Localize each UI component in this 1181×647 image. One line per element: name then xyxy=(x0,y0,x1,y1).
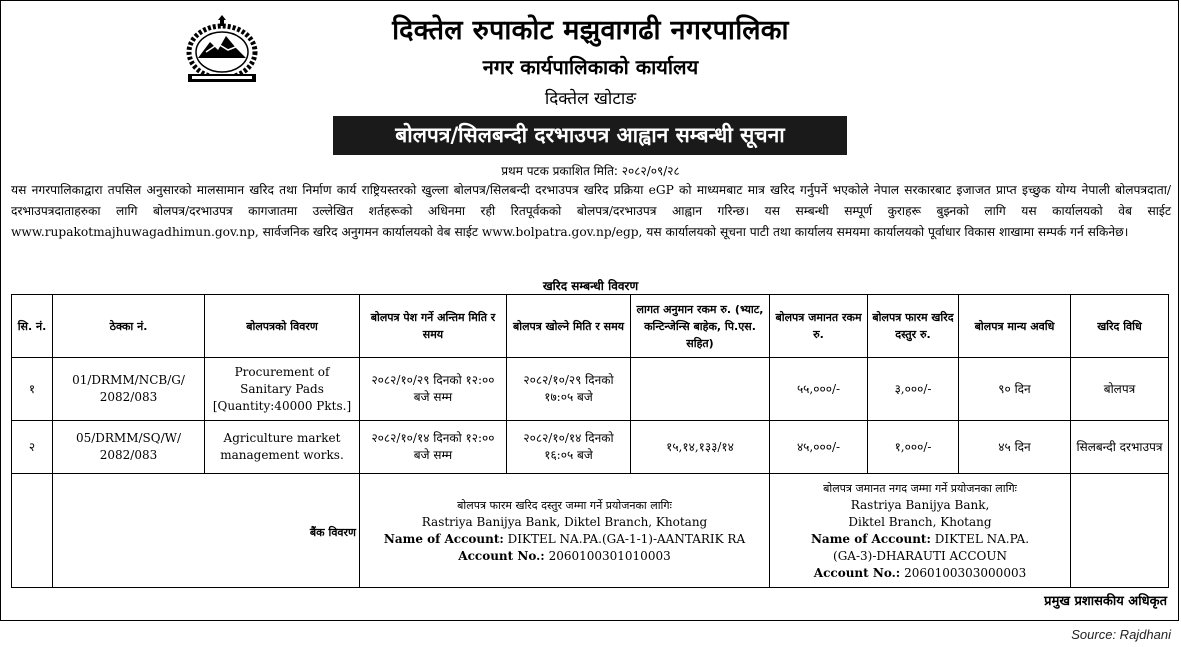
form-fee-account-no: Account No.: 2060100301010003 xyxy=(458,548,671,563)
bank-details-row xyxy=(12,474,1169,588)
cell-estimate: १५,१४,१३३/१४ xyxy=(631,421,770,474)
cell-contract-no: 01/DRMM/NCB/G/ 2082/083 xyxy=(53,358,205,421)
table-row xyxy=(12,421,1169,474)
cell-opening: २०८२/१०/१४ दिनको १६:०५ बजे xyxy=(507,421,631,474)
source-credit: Source: Rajdhani xyxy=(1071,627,1171,642)
cell-empty xyxy=(12,474,53,588)
cell-estimate xyxy=(631,358,770,421)
procurement-table xyxy=(11,294,1169,588)
cell-sn: २ xyxy=(12,421,53,474)
form-fee-bank-details xyxy=(360,474,770,588)
form-fee-bank-name: Rastriya Banijya Bank, Diktel Branch, Khotang xyxy=(421,514,708,529)
cell-bid-security: ४५,०००/- xyxy=(770,421,868,474)
col-header-description: बोलपत्रको विवरण xyxy=(205,295,360,358)
cell-description: Agriculture market management works. xyxy=(205,421,360,474)
cell-method: सिलबन्दी दरभाउपत्र xyxy=(1071,421,1169,474)
col-header-sn: सि. नं. xyxy=(12,295,53,358)
cell-sn: १ xyxy=(12,358,53,421)
cell-form-fee: १,०००/- xyxy=(868,421,959,474)
col-header-estimate: लागत अनुमान रकम रु. (भ्याट, कन्टिन्जेन्सि बाहेक, पि.एस. सहित) xyxy=(631,295,770,358)
publication-date: प्रथम पटक प्रकाशित मिति: २०८२/०९/२८ xyxy=(501,164,680,178)
office-name: नगर कार्यपालिकाको कार्यालय xyxy=(482,55,699,79)
col-header-validity: बोलपत्र मान्य अवधि xyxy=(959,295,1071,358)
security-bank-details xyxy=(770,474,1071,588)
cell-bid-security: ५५,०००/- xyxy=(770,358,868,421)
cell-validity: ४५ दिन xyxy=(959,421,1071,474)
form-fee-bank-title: बोलपत्र फारम खरिद दस्तुर जम्मा गर्ने प्रयोजनका लागिः xyxy=(457,498,672,512)
col-header-submit-deadline: बोलपत्र पेश गर्ने अन्तिम मिति र समय xyxy=(360,295,507,358)
cell-contract-no: 05/DRMM/SQ/W/ 2082/083 xyxy=(53,421,205,474)
table-caption: खरिद सम्बन्धी विवरण xyxy=(542,279,639,293)
col-header-bid-security: बोलपत्र जमानत रकम रु. xyxy=(770,295,868,358)
security-bank-name-2: Diktel Branch, Khotang xyxy=(848,514,992,529)
office-location: दिक्तेल खोटाङ xyxy=(544,89,637,109)
form-fee-account-name: Name of Account: DIKTEL NA.PA.(GA-1-1)-AANTARIK RA xyxy=(383,531,746,546)
cell-submit-deadline: २०८२/१०/१४ दिनको १२:०० बजे सम्म xyxy=(360,421,507,474)
notice-body: यस नगरपालिकाद्वारा तपसिल अनुसारको मालसामान खरिद तथा निर्माण कार्य राष्ट्रियस्तरको खुल्ला बोलपत्र/सिलबन्दी दरभाउपत्र खरिद प्रक्रिया eGP को माध्यमबाट मात्र खरिद गर्नुपर्ने भएकोले नेपाल सरकारबाट इजाजत प्राप्त इच्छुक योग्य नेपाली बोलपत्रदाता/दरभाउपत्रदाताहरुका लागि बोलपत्र/दरभाउपत्र कागजातमा उल्लेखित शर्तहरूको अधिनमा रही रितपूर्वकको बोलपत्र/दरभाउपत्र आह्वान गरिन्छ। यस सम्बन्धी सम्पूर्ण कुराहरू बुझ्नको लागि यस कार्यालयको वेब साईट www.rupakotmajhuwagadhimun.gov.np, सार्वजनिक खरिद अनुगमन कार्यालयको वेब साईट www.bolpatra.gov.np/egp, यस कार्यालयको सूचना पाटी तथा कार्यालय समयमा कार्यालयको पूर्वाधार विकास शाखामा सम्पर्क गर्न सकिनेछ। xyxy=(11,183,1171,239)
col-header-contract-no: ठेक्का नं. xyxy=(53,295,205,358)
security-account-name-cont: (GA-3)-DHARAUTI ACCOUN xyxy=(833,548,1007,563)
notice-title-banner: बोलपत्र/सिलबन्दी दरभाउपत्र आह्वान सम्बन्धी सूचना xyxy=(333,116,847,155)
cell-opening: २०८२/१०/२९ दिनको १७:०५ बजे xyxy=(507,358,631,421)
security-bank-name-1: Rastriya Banijya Bank, xyxy=(850,497,990,512)
cell-empty xyxy=(1071,474,1169,588)
bank-details-label: बैंक विवरण xyxy=(53,474,360,588)
municipality-name: दिक्तेल रुपाकोट मझुवागढी नगरपालिका xyxy=(392,15,789,46)
signatory-title: प्रमुख प्रशासकीय अधिकृत xyxy=(1044,594,1167,609)
security-account-name: Name of Account: DIKTEL NA.PA. xyxy=(810,531,1030,546)
table-header-row xyxy=(12,295,1169,358)
cell-description: Procurement of Sanitary Pads [Quantity:40000 Pkts.] xyxy=(205,358,360,421)
col-header-method: खरिद विधि xyxy=(1071,295,1169,358)
cell-validity: ९० दिन xyxy=(959,358,1071,421)
cell-form-fee: ३,०००/- xyxy=(868,358,959,421)
security-account-no: Account No.: 2060100303000003 xyxy=(813,565,1027,580)
col-header-form-fee: बोलपत्र फारम खरिद दस्तुर रु. xyxy=(868,295,959,358)
cell-submit-deadline: २०८२/१०/२९ दिनको १२:०० बजे सम्म xyxy=(360,358,507,421)
col-header-opening: बोलपत्र खोल्ने मिति र समय xyxy=(507,295,631,358)
table-row xyxy=(12,358,1169,421)
security-bank-title: बोलपत्र जमानत नगद जम्मा गर्ने प्रयोजनका लागिः xyxy=(823,481,1017,495)
cell-method: बोलपत्र xyxy=(1071,358,1169,421)
